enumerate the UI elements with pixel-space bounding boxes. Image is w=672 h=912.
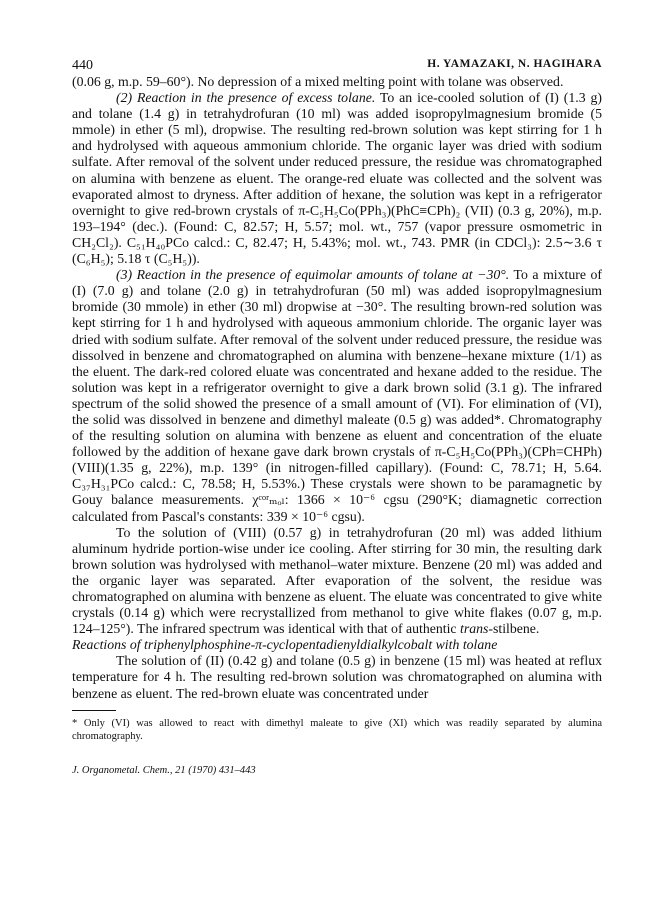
paragraph-text: To the solution of (VIII) (0.57 g) in tetrahydrofuran (20 ml) was added lithium aluminum hydride portion-wise under ice cooling. After stirring for 30 min, the resulting dark brown solution was hydrolysed with methanol–water mixture. Benzene (20 ml) was added and the organic layer was separated. After evaporation of the solvent, the residue was chromatographed on alumina with benzene as eluent. The eluate was concentrated to give white crystals (0.14 g) which were recrystallized from methanol to give white flakes (0.07 g, m.p. 124–125°). The infrared spectrum was identical with that of authentic (72, 524, 602, 637)
page (72, 50, 602, 776)
paragraph-title: (3) Reaction in the presence of equimolar amounts of tolane at −30°. (116, 267, 510, 283)
paragraph-text: To a mixture of (I) (7.0 g) and tolane (2.0 g) in tetrahydrofuran (50 ml) was added isopropylmagnesium bromide (30 mmole) in ether (30 ml) dropwise at −30°. The resulting brown-red solution was kept stirring for 1 h and hydrolysed with aqueous ammonium chloride. The organic layer was dried with sodium sulfate. After removal of the solvent under reduced pressure, the residue was dissolved in benzene and chromatographed on alumina with benzene–hexane mixture (1/1) as the eluent. The dark-red colored eluate was concentrated and hexane added to the residue. The solution was kept in a refrigerator overnight to give a dark brown solid (3.1 g). The infrared spectrum of the solid showed the presence of a small amount of (VI). For elimination of (VI), the solid was dissolved in benzene and dimethyl maleate (0.5 g) was added*. Chromatography of the resulting solution on alumina with benzene as eluent and concentration of the eluate followed by the addition of hexane gave dark brown crystals of π-C₅H₅Co(PPh₃)(CPh=CHPh)(VIII)(1.35 g, 22%), m.p. 139° (in nitrogen-filled capillary). (Found: C, 78.71; H, 5.64. C₃₇H₃₁PCo calcd.: C, 78.58; H, 5.53%.) These crystals were shown to be paramagnetic by Gouy balance measurements. χᶜᵒʳₘₒₗ: 1366 × 10⁻⁶ cgsu (290°K; diamagnetic correction calculated from Pascal's constants: 339 × 10⁻⁶ cgsu). (72, 267, 602, 524)
paragraph-continued: (0.06 g, m.p. 59–60°). No depression of a mixed melting point with tolane was observed. (72, 74, 564, 89)
paragraph-text: To an ice-cooled solution of (I) (1.3 g) and tolane (1.4 g) in tetrahydrofuran (10 ml) was added isopropylmagnesium bromide (5 mmole) in ether (5 ml), dropwise. The resulting red-brown solution was kept stirring for 1 h and hydrolysed with aqueous ammonium chloride. The organic layer was dried with sodium sulfate. After removal of the solvent under reduced pressure, the residue was chromatographed on alumina with benzene as eluent. The orange-red eluate was collected and the solvent was evaporated almost to dryness. After addition of hexane, the solution was kept in a refrigerator overnight to give red-brown crystals of π-C₅H₅Co(PPh₃)(PhC≡CPh)₂ (VII) (0.3 g, 20%), m.p. 193–194° (dec.). (Found: C, 82.57; H, 5.57; mol. wt., 757 (vapor pressure osmometric in CH₂Cl₂). C₅₁H₄₀PCo calcd.: C, 82.47; H, 5.43%; mol. wt., 743. PMR (in CDCl₃): 2.5∼3.6 τ (C₆H₅); 5.18 τ (C₅H₅)). (72, 90, 602, 267)
paragraph-title: (2) Reaction in the presence of excess tolane. (116, 90, 376, 106)
section-heading: Reactions of triphenylphosphine-π-cyclopentadienyldialkylcobalt with tolane (72, 637, 498, 653)
paragraph-equimolar-tolane (72, 267, 602, 525)
running-head: H. YAMAZAKI, N. HAGIHARA (427, 58, 602, 70)
paragraph-excess-tolane (72, 90, 602, 267)
page-header (72, 50, 602, 74)
italic-trans: trans (460, 621, 489, 637)
paragraph-hydride-reduction (72, 525, 602, 638)
journal-reference: J. Organometal. Chem., 21 (1970) 431–443 (72, 764, 256, 776)
body-text (72, 74, 602, 702)
footnote: * Only (VI) was allowed to react with dimethyl maleate to give (XI) which was readily separated by alumina chromatography. (72, 717, 602, 742)
page-number: 440 (72, 58, 93, 73)
paragraph-dialkylcobalt: The solution of (II) (0.42 g) and tolane (0.5 g) in benzene (15 ml) was heated at reflux temperature for 4 h. The resulting red-brown solution was chromatographed on alumina with benzene as eluent. The red-brown eluate was concentrated under (72, 653, 602, 701)
footnote-divider (72, 710, 116, 711)
paragraph-text-end: -stilbene. (488, 621, 540, 637)
